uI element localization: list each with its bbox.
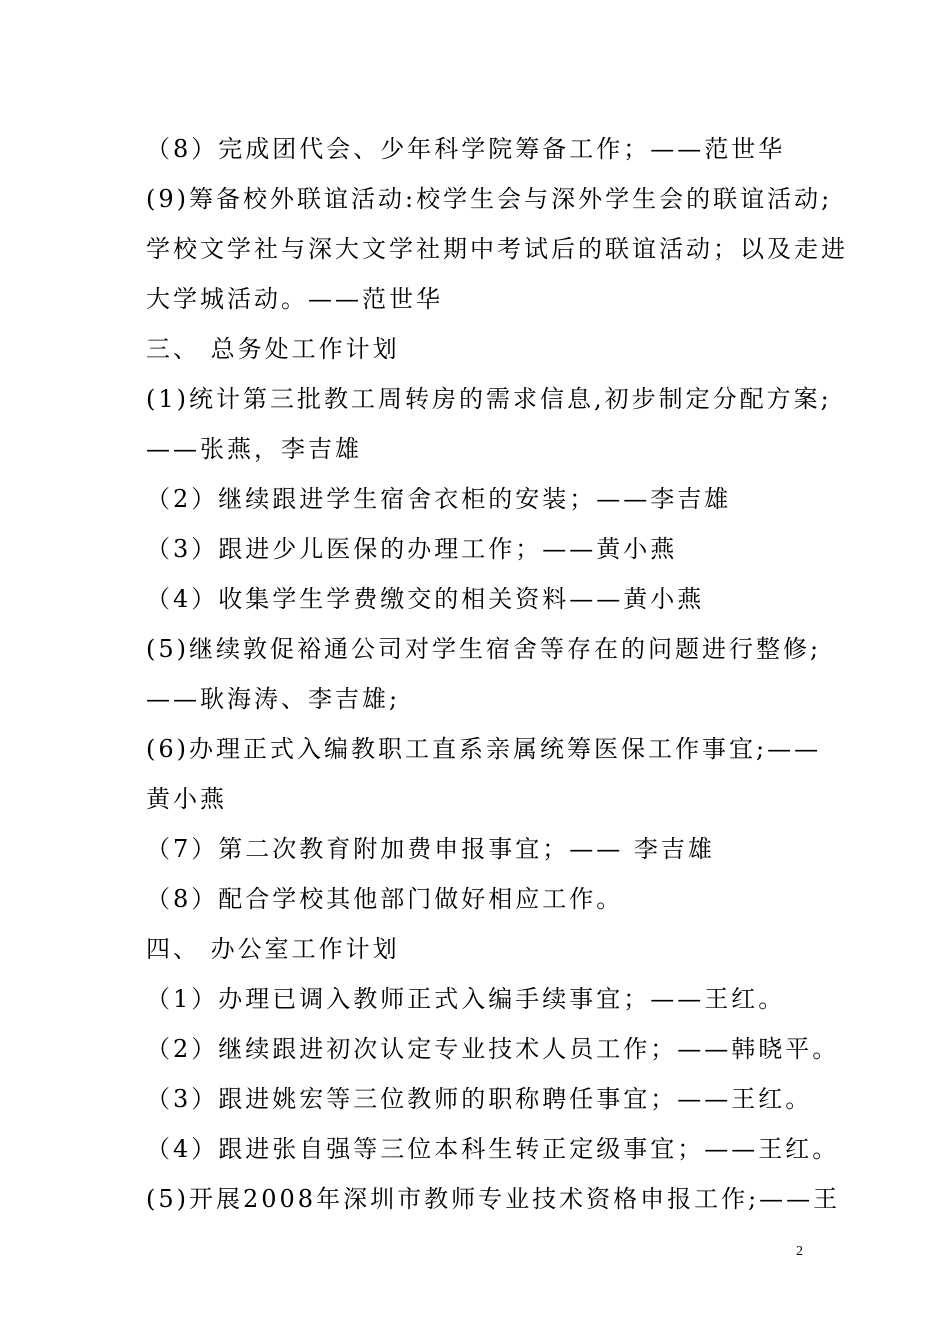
text-line: (5)继续敦促裕通公司对学生宿舍等存在的问题进行整修; (146, 635, 822, 663)
text-line: （2）继续跟进学生宿舍衣柜的安装；——李吉雄 (146, 485, 732, 513)
document-body (146, 130, 848, 1230)
text-line: （3）跟进少儿医保的办理工作；——黄小燕 (146, 535, 678, 563)
text-line: 大学城活动。——范世华 (146, 285, 443, 313)
text-line: ——张燕，李吉雄 (146, 435, 362, 463)
text-line: （4）跟进张自强等三位本科生转正定级事宜；——王红。 (146, 1135, 840, 1163)
section-heading: 三、 总务处工作计划 (146, 335, 400, 363)
text-line: （8）完成团代会、少年科学院筹备工作；——范世华 (146, 135, 786, 163)
text-line: (6)办理正式入编教职工直系亲属统筹医保工作事宜;—— (146, 735, 822, 763)
text-line: （4）收集学生学费缴交的相关资料——黄小燕 (146, 585, 705, 613)
text-line: （1）办理已调入教师正式入编手续事宜；——王红。 (146, 985, 786, 1013)
text-line: （2）继续跟进初次认定专业技术人员工作；——韩晓平。 (146, 1035, 840, 1063)
text-line: （3）跟进姚宏等三位教师的职称聘任事宜；——王红。 (146, 1085, 813, 1113)
page-number: 2 (796, 1244, 803, 1259)
text-line: （8）配合学校其他部门做好相应工作。 (146, 885, 624, 913)
section-heading: 四、 办公室工作计划 (146, 935, 400, 963)
text-line: ——耿海涛、李吉雄; (146, 685, 401, 713)
text-line: (1)统计第三批教工周转房的需求信息,初步制定分配方案; (146, 385, 832, 413)
text-line: (5)开展2008年深圳市教师专业技术资格申报工作;——王 (146, 1185, 841, 1213)
text-line: 学校文学社与深大文学社期中考试后的联谊活动；以及走进 (146, 235, 848, 263)
text-line: (9)筹备校外联谊活动:校学生会与深外学生会的联谊活动; (146, 185, 833, 213)
text-line: 黄小燕 (146, 785, 227, 813)
text-line: （7）第二次教育附加费申报事宜；—— 李吉雄 (146, 835, 715, 863)
